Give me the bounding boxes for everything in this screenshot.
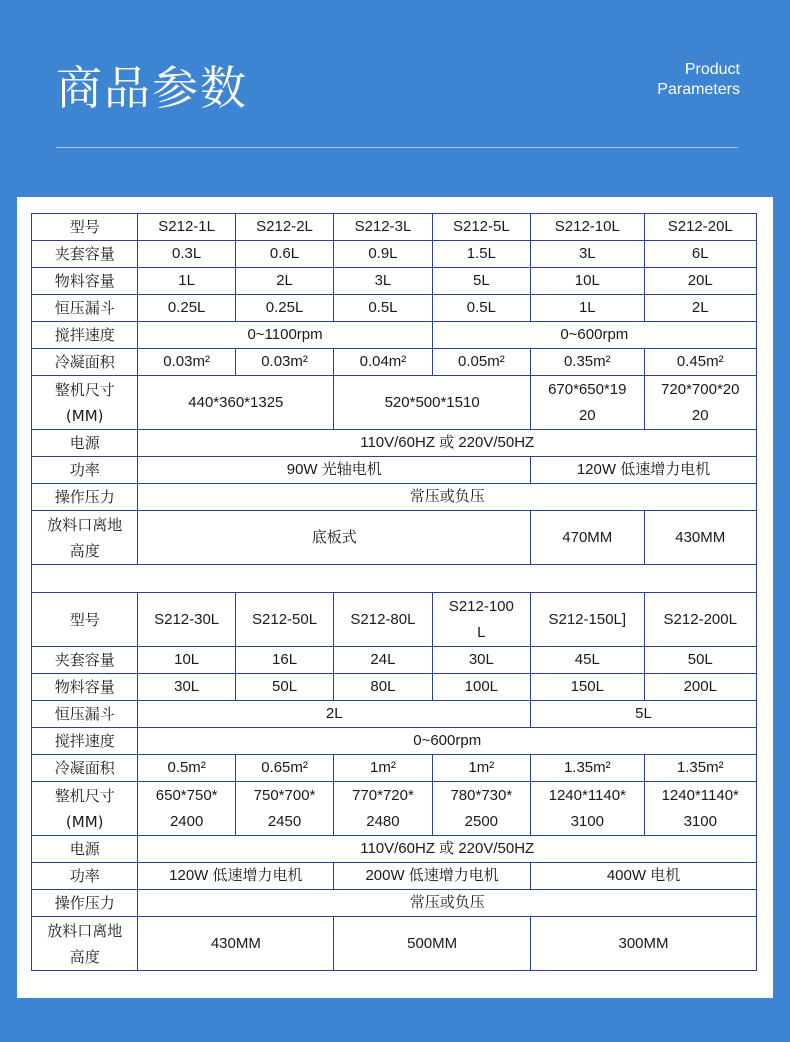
table-cell: 200W 低速增力电机 (334, 863, 531, 890)
table-cell: 120W 低速增力电机 (531, 457, 757, 484)
page-subtitle (657, 60, 740, 100)
table-row (32, 647, 757, 674)
table-cell: 16L (235, 647, 333, 674)
table-cell: 24L (334, 647, 432, 674)
table-cell: 1240*1140* 3100 (531, 782, 644, 836)
table-row (32, 701, 757, 728)
table-row (32, 295, 757, 322)
table-row (32, 349, 757, 376)
table-cell: 150L (531, 674, 644, 701)
row-label-pressure: 操作压力 (32, 890, 138, 917)
table-row (32, 322, 757, 349)
table-cell: 0.3L (138, 241, 235, 268)
table-cell: 770*720* 2480 (334, 782, 432, 836)
row-label-discharge: 放料口离地 高度 (32, 917, 138, 971)
subtitle-line-2: Parameters (657, 81, 740, 98)
row-label-power: 功率 (32, 457, 138, 484)
table-row (32, 376, 757, 430)
table-cell: 110V/60HZ 或 220V/50HZ (138, 836, 757, 863)
table-cell: 45L (531, 647, 644, 674)
table-cell: 0.5m² (138, 755, 235, 782)
table-cell: 200L (644, 674, 756, 701)
model-cell: S212-80L (334, 593, 432, 647)
table-row (32, 863, 757, 890)
table-row (32, 241, 757, 268)
table-separator-row (32, 565, 757, 593)
row-label-power-supply: 电源 (32, 836, 138, 863)
table-row (32, 674, 757, 701)
table-cell: 0~600rpm (432, 322, 756, 349)
table-cell: 1.35m² (644, 755, 756, 782)
table-cell: 0.9L (334, 241, 432, 268)
table-row (32, 836, 757, 863)
table-cell: 400W 电机 (531, 863, 757, 890)
row-label-model: 型号 (32, 214, 138, 241)
model-cell: S212-100 L (432, 593, 530, 647)
table-row (32, 755, 757, 782)
row-label-funnel: 恒压漏斗 (32, 701, 138, 728)
row-label-speed: 搅拌速度 (32, 322, 138, 349)
row-label-material: 物料容量 (32, 268, 138, 295)
table-cell: 500MM (334, 917, 531, 971)
table-cell: 430MM (138, 917, 334, 971)
table-cell: 0.03m² (235, 349, 333, 376)
table-cell: 50L (644, 647, 756, 674)
table-cell: 0.45m² (644, 349, 756, 376)
table-cell: 520*500*1510 (334, 376, 531, 430)
row-label-jacket: 夹套容量 (32, 647, 138, 674)
table-cell: 430MM (644, 511, 756, 565)
table-cell: 1m² (334, 755, 432, 782)
model-cell: S212-5L (432, 214, 530, 241)
row-label-size: 整机尺寸 (MM) (32, 376, 138, 430)
table-cell: 底板式 (138, 511, 531, 565)
table-cell: 80L (334, 674, 432, 701)
model-cell: S212-1L (138, 214, 235, 241)
table-cell: 6L (644, 241, 756, 268)
table-cell: 470MM (531, 511, 644, 565)
table-cell: 0.5L (432, 295, 530, 322)
row-label-condense: 冷凝面积 (32, 755, 138, 782)
table-cell: 0.05m² (432, 349, 530, 376)
header-divider (56, 147, 738, 148)
table-cell: 5L (531, 701, 757, 728)
table-cell: 0~1100rpm (138, 322, 432, 349)
table-cell: 1L (138, 268, 235, 295)
row-label-material: 物料容量 (32, 674, 138, 701)
table-cell: 20L (644, 268, 756, 295)
table-cell: 2L (235, 268, 333, 295)
table-cell: 0.25L (138, 295, 235, 322)
table-cell: 0.6L (235, 241, 333, 268)
table-cell: 100L (432, 674, 530, 701)
row-label-pressure: 操作压力 (32, 484, 138, 511)
table-cell: 650*750* 2400 (138, 782, 235, 836)
table-cell: 3L (334, 268, 432, 295)
table-cell: 常压或负压 (138, 890, 757, 917)
spec-panel (17, 197, 773, 998)
row-label-discharge: 放料口离地 高度 (32, 511, 138, 565)
row-label-power: 功率 (32, 863, 138, 890)
model-cell: S212-10L (531, 214, 644, 241)
table-cell: 10L (138, 647, 235, 674)
table-cell: 0.5L (334, 295, 432, 322)
table-row (32, 782, 757, 836)
table-separator (32, 565, 757, 593)
table-cell: 440*360*1325 (138, 376, 334, 430)
model-cell: S212-30L (138, 593, 235, 647)
row-label-speed: 搅拌速度 (32, 728, 138, 755)
table-cell: 0.03m² (138, 349, 235, 376)
table-cell: 0.65m² (235, 755, 333, 782)
table-cell: 670*650*19 20 (531, 376, 644, 430)
table-cell: 30L (138, 674, 235, 701)
table-cell: 30L (432, 647, 530, 674)
table-cell: 2L (138, 701, 531, 728)
model-cell: S212-20L (644, 214, 756, 241)
table-cell: 300MM (531, 917, 757, 971)
row-label-power-supply: 电源 (32, 430, 138, 457)
table-row (32, 430, 757, 457)
row-label-size: 整机尺寸 (MM) (32, 782, 138, 836)
table-cell: 1.35m² (531, 755, 644, 782)
table-cell: 110V/60HZ 或 220V/50HZ (138, 430, 757, 457)
table-cell: 0.35m² (531, 349, 644, 376)
table-cell: 5L (432, 268, 530, 295)
model-cell: S212-50L (235, 593, 333, 647)
model-cell: S212-150L] (531, 593, 644, 647)
table-cell: 1L (531, 295, 644, 322)
table-cell: 120W 低速增力电机 (138, 863, 334, 890)
table-row (32, 214, 757, 241)
page-title: 商品参数 (56, 61, 248, 115)
table-row (32, 484, 757, 511)
table-cell: 780*730* 2500 (432, 782, 530, 836)
table-cell: 10L (531, 268, 644, 295)
model-cell: S212-3L (334, 214, 432, 241)
row-label-condense: 冷凝面积 (32, 349, 138, 376)
row-label-jacket: 夹套容量 (32, 241, 138, 268)
table-row (32, 268, 757, 295)
row-label-model: 型号 (32, 593, 138, 647)
table-cell: 1m² (432, 755, 530, 782)
table-cell: 2L (644, 295, 756, 322)
subtitle-line-1: Product (684, 61, 740, 78)
table-cell: 1240*1140* 3100 (644, 782, 756, 836)
table-cell: 3L (531, 241, 644, 268)
model-cell: S212-2L (235, 214, 333, 241)
table-cell: 50L (235, 674, 333, 701)
table-row (32, 917, 757, 971)
table-cell: 750*700* 2450 (235, 782, 333, 836)
table-cell: 0.04m² (334, 349, 432, 376)
model-cell: S212-200L (644, 593, 756, 647)
table-cell: 0.25L (235, 295, 333, 322)
table-cell: 1.5L (432, 241, 530, 268)
spec-table (31, 213, 757, 971)
table-cell: 常压或负压 (138, 484, 757, 511)
table-cell: 90W 光轴电机 (138, 457, 531, 484)
table-row (32, 457, 757, 484)
table-row (32, 728, 757, 755)
table-cell: 0~600rpm (138, 728, 757, 755)
table-row (32, 593, 757, 647)
table-row (32, 511, 757, 565)
table-cell: 720*700*20 20 (644, 376, 756, 430)
table-row (32, 890, 757, 917)
row-label-funnel: 恒压漏斗 (32, 295, 138, 322)
